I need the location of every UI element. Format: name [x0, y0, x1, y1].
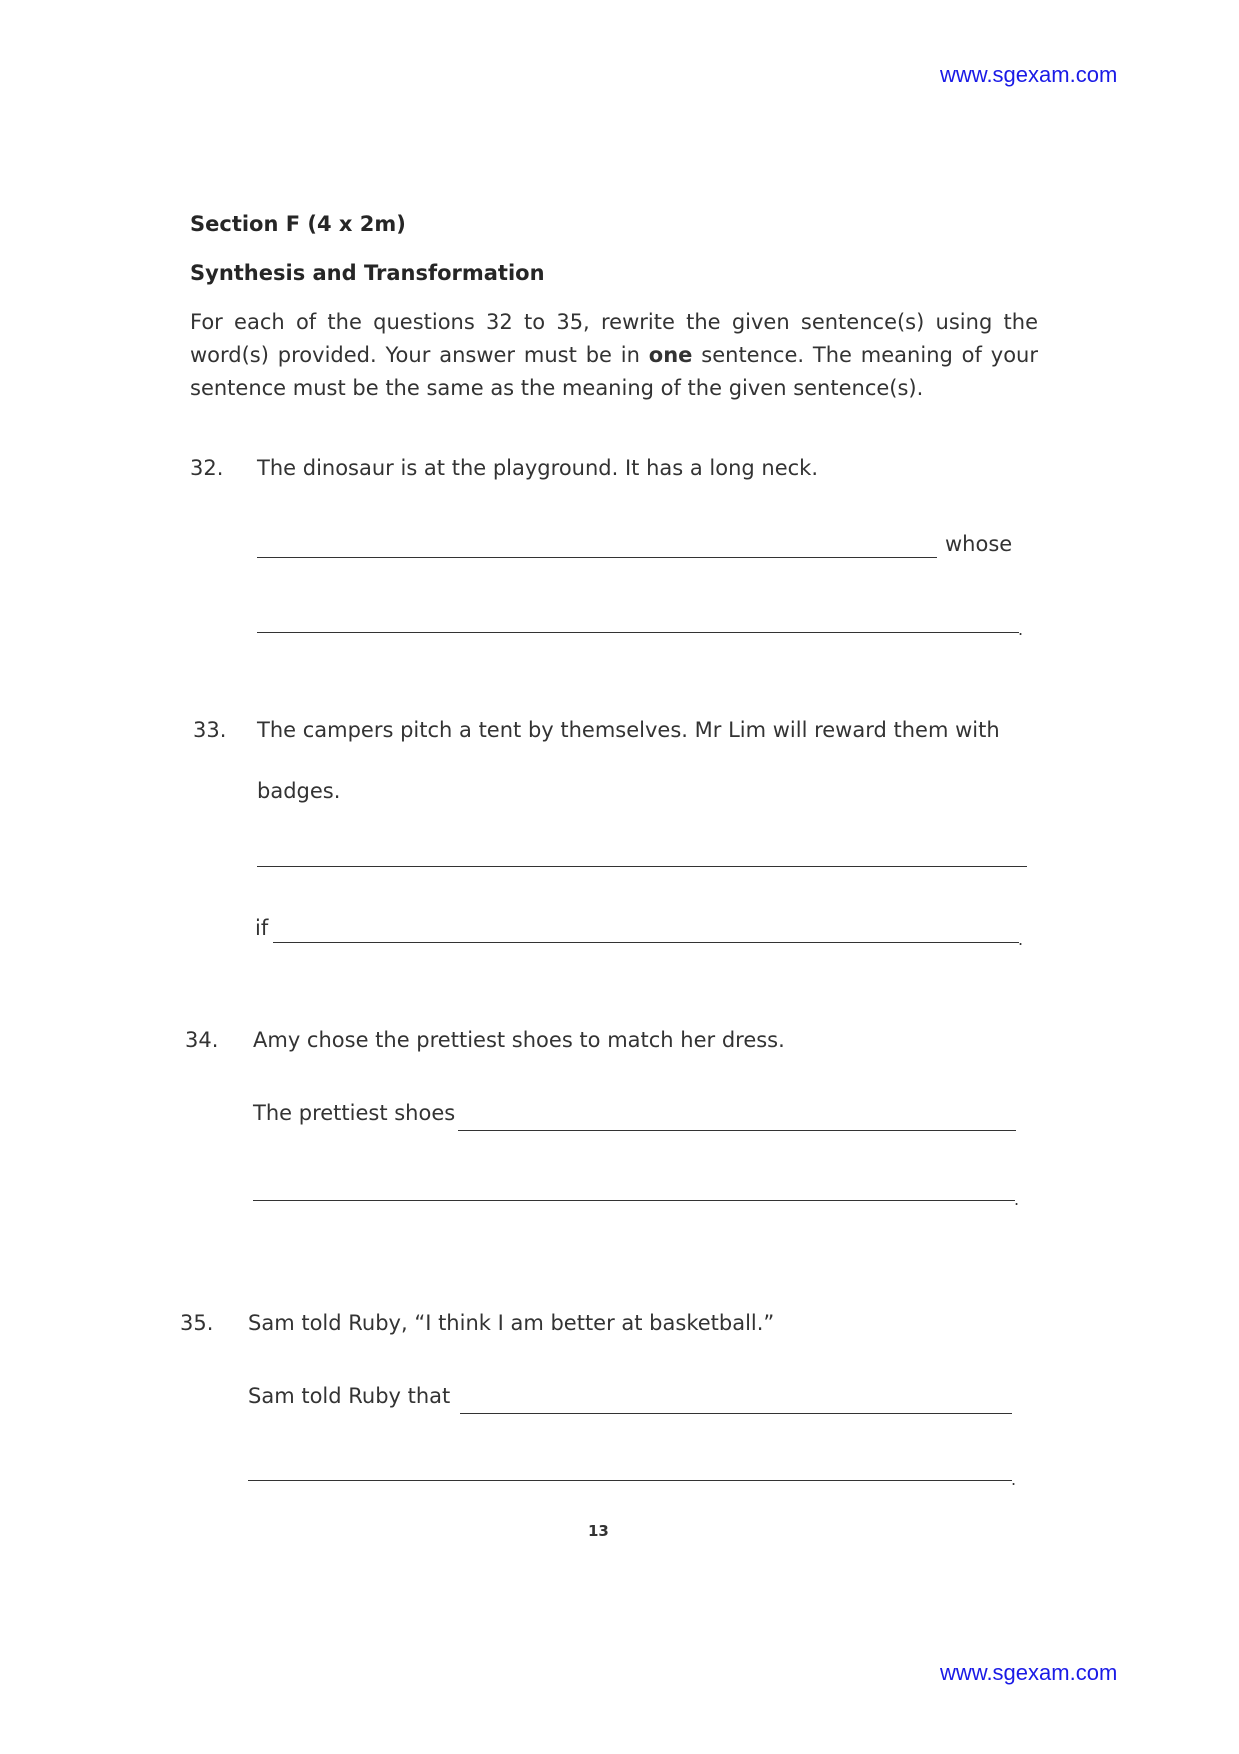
question-number: 33. [193, 718, 227, 742]
given-word: if [255, 916, 269, 940]
answer-line[interactable] [273, 942, 1019, 943]
given-word: whose [945, 532, 1013, 556]
answer-line[interactable] [257, 557, 937, 558]
question-text: Sam told Ruby, “I think I am better at basketball.” [248, 1311, 775, 1335]
full-stop: . [1014, 1190, 1020, 1209]
section-title: Section F (4 x 2m) [190, 212, 406, 236]
watermark-top: www.sgexam.com [940, 62, 1118, 87]
full-stop: . [1018, 620, 1024, 639]
answer-line[interactable] [257, 866, 1027, 867]
answer-prefix: The prettiest shoes [253, 1101, 456, 1125]
answer-line[interactable] [257, 632, 1019, 633]
answer-prefix: Sam told Ruby that [248, 1384, 451, 1408]
question-number: 32. [190, 456, 224, 480]
page-number: 13 [588, 1522, 609, 1540]
question-number: 34. [185, 1028, 219, 1052]
question-text: The campers pitch a tent by themselves. Mr Lim will reward them with [257, 718, 1000, 742]
full-stop: . [1018, 930, 1024, 949]
question-text-continued: badges. [257, 779, 341, 803]
answer-line[interactable] [253, 1200, 1015, 1201]
watermark-bottom: www.sgexam.com [940, 1660, 1118, 1685]
answer-line[interactable] [458, 1130, 1016, 1131]
question-number: 35. [180, 1311, 214, 1335]
answer-line[interactable] [460, 1413, 1012, 1414]
instructions: For each of the questions 32 to 35, rewrite the given sentence(s) using the word(s) provided. Your answer must be in one sentence. The meaning of your sentence must be the same as the meaning of the given sentence(s). [190, 310, 1038, 400]
question-text: The dinosaur is at the playground. It has a long neck. [257, 456, 819, 480]
question-text: Amy chose the prettiest shoes to match her dress. [253, 1028, 785, 1052]
full-stop: . [1011, 1470, 1017, 1489]
section-subtitle: Synthesis and Transformation [190, 261, 545, 285]
instructions-emphasis: one [648, 343, 693, 367]
answer-line[interactable] [248, 1480, 1012, 1481]
